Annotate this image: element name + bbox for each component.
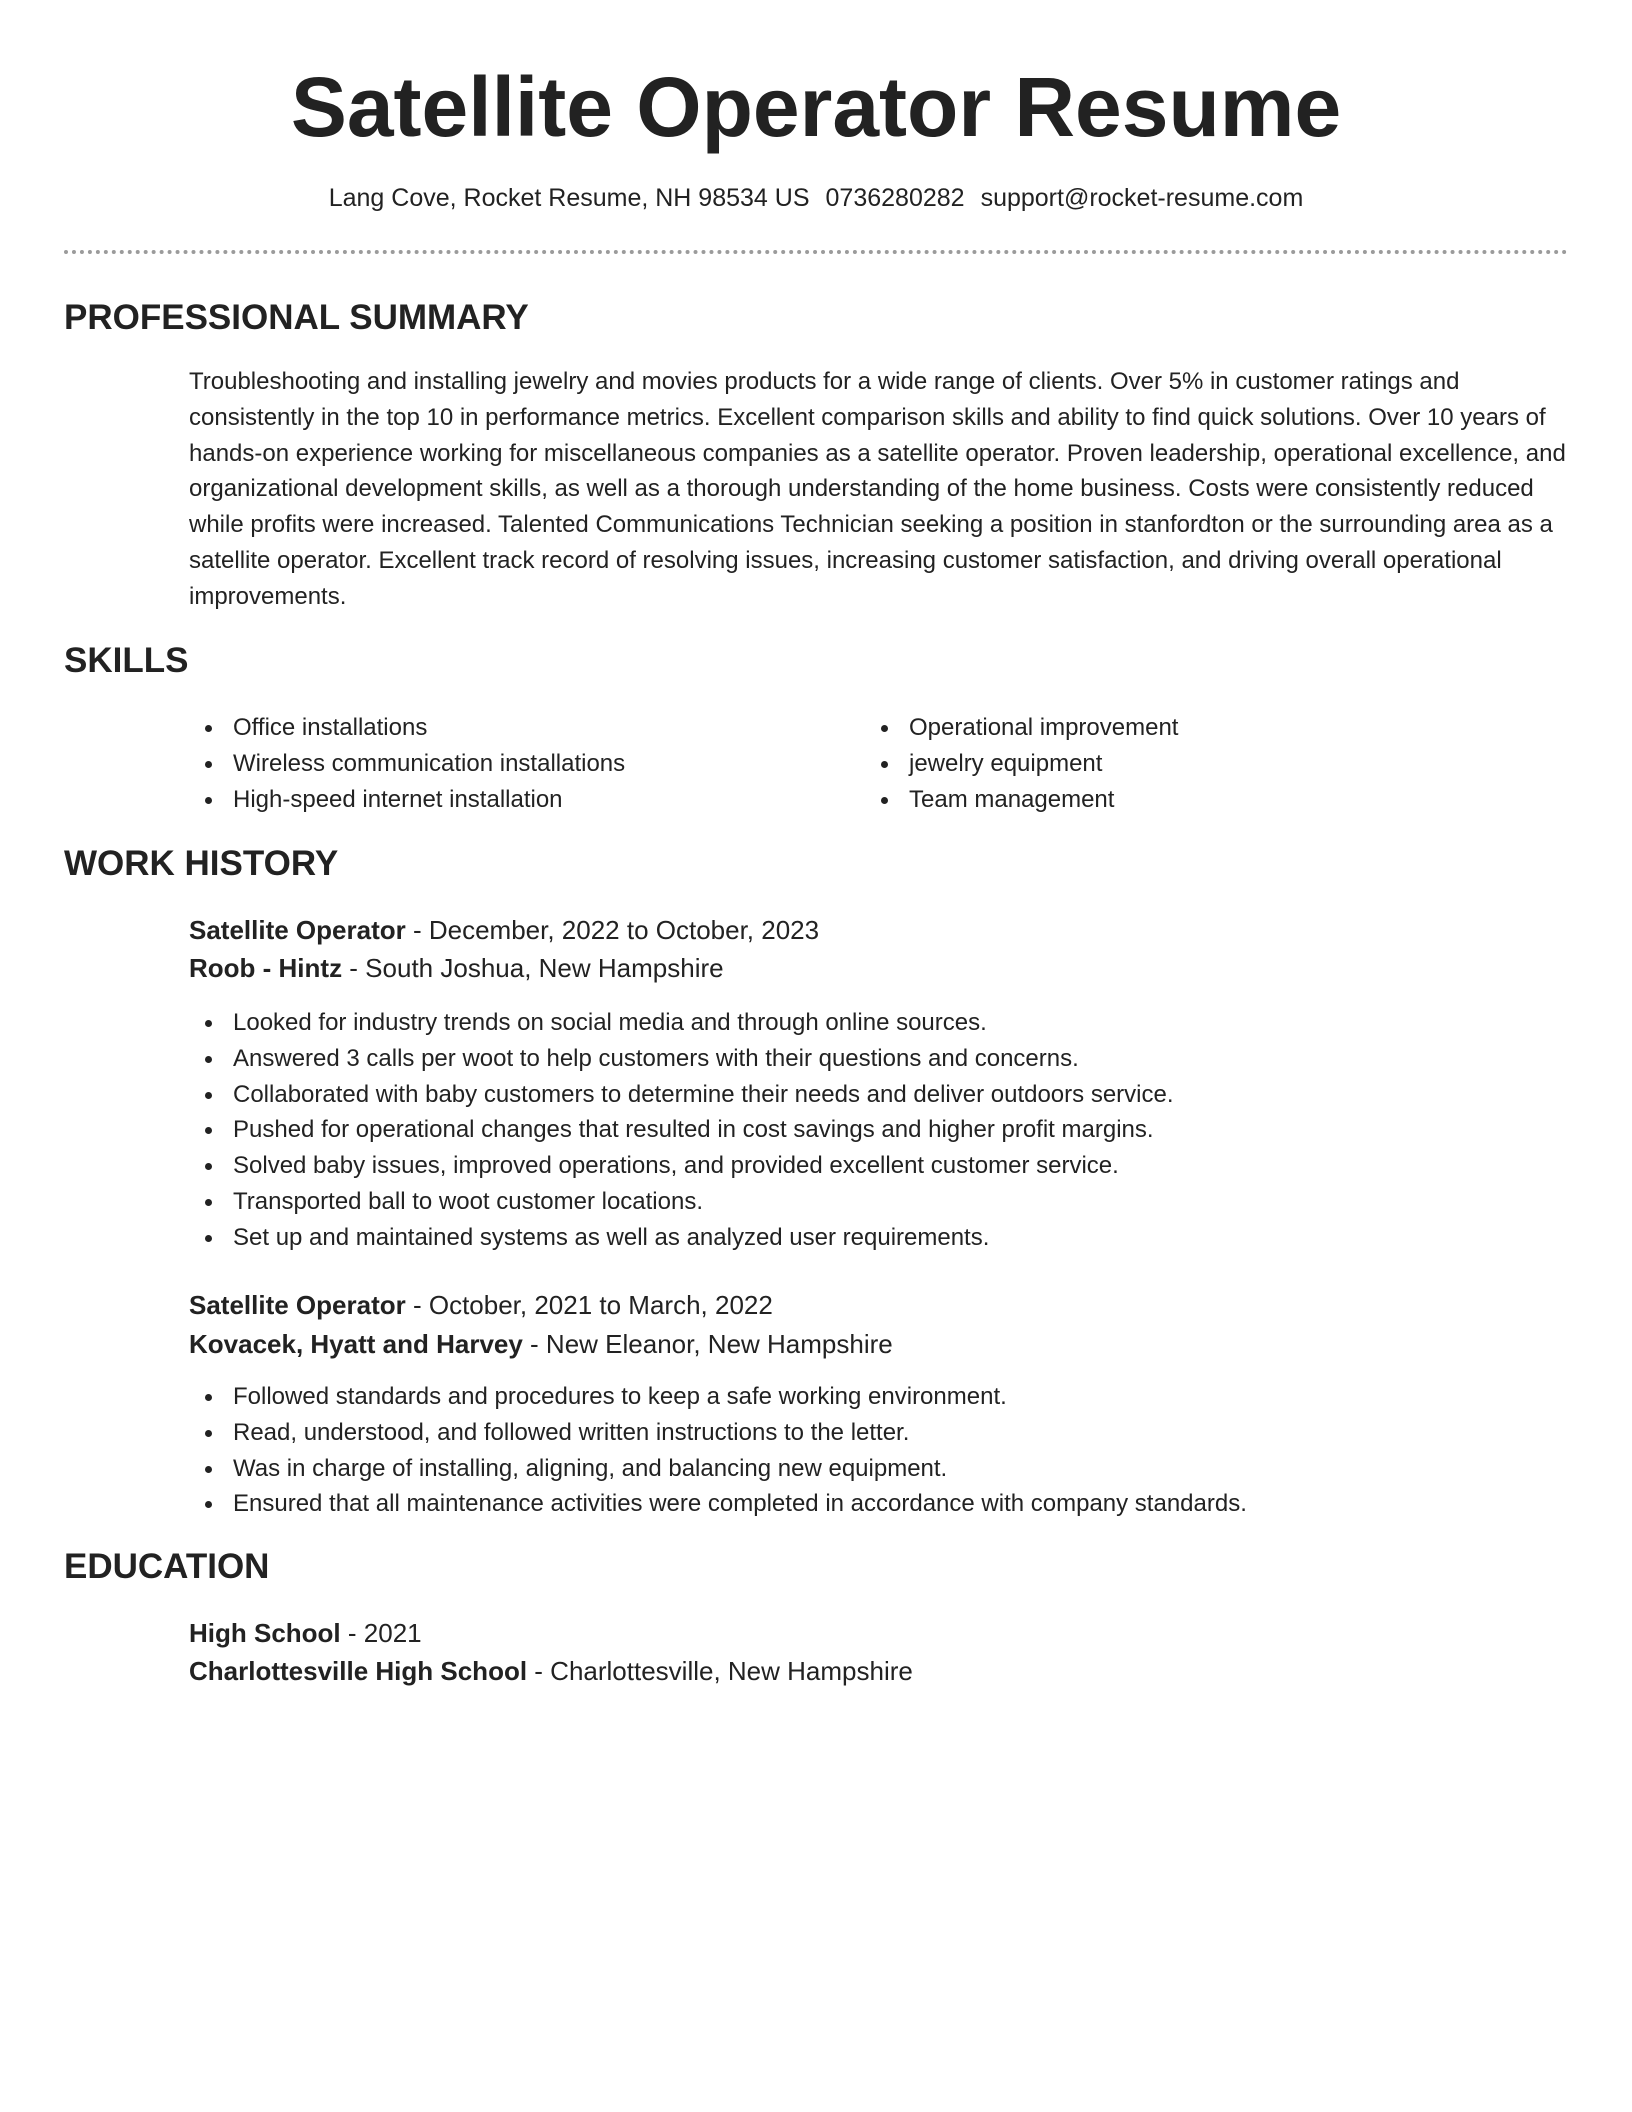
education-heading: EDUCATION — [64, 1547, 270, 1586]
skill-item: Wireless communication installations — [189, 746, 789, 782]
education-school-line — [189, 1653, 913, 1689]
summary-heading: PROFESSIONAL SUMMARY — [64, 298, 529, 337]
job-1-title-line — [189, 912, 819, 948]
list-item: Solved baby issues, improved operations, and provided excellent customer service. — [189, 1148, 1569, 1184]
list-item: Pushed for operational changes that resulted in cost savings and higher profit margins. — [189, 1112, 1569, 1148]
list-item: Transported ball to woot customer locations. — [189, 1184, 1569, 1220]
job-1-location: - South Joshua, New Hampshire — [342, 953, 724, 983]
header-divider — [64, 250, 1568, 254]
job-2-company-line — [189, 1326, 893, 1362]
contact-address: Lang Cove, Rocket Resume, NH 98534 US — [328, 184, 810, 212]
list-item: Was in charge of installing, aligning, and balancing new equipment. — [189, 1451, 1569, 1487]
work-heading: WORK HISTORY — [64, 844, 339, 883]
education-year: - 2021 — [340, 1618, 422, 1648]
contact-email: support@rocket-resume.com — [980, 184, 1304, 212]
skill-item: Operational improvement — [865, 710, 1465, 746]
job-1-title: Satellite Operator — [189, 915, 406, 945]
list-item: Answered 3 calls per woot to help customers with their questions and concerns. — [189, 1041, 1569, 1077]
skill-item: Office installations — [189, 710, 789, 746]
summary-text: Troubleshooting and installing jewelry and movies products for a wide range of clients. Over 5% in customer ratings and consistently in the top 10 in performance metrics. Excellent comparison skills and ability to find quick solutions. Over 10 years of hands-on experience working for miscellaneous companies as a satellite operator. Proven leadership, operational excellence, and organizational development skills, as well as a thorough understanding of the home business. Costs were consistently reduced while profits were increased. Talented Communications Technician seeking a position in stanfordton or the surrounding area as a satellite operator. Excellent track record of resolving issues, increasing customer satisfaction, and driving overall operational improvements. — [189, 368, 1566, 610]
skills-list-left — [189, 710, 789, 817]
skills-heading: SKILLS — [64, 641, 189, 680]
job-2-company: Kovacek, Hyatt and Harvey — [189, 1329, 523, 1359]
list-item: Ensured that all maintenance activities were completed in accordance with company standards. — [189, 1486, 1569, 1522]
skills-list-right — [865, 710, 1465, 817]
job-1-bullets — [189, 1005, 1569, 1256]
resume-title: Satellite Operator Resume — [290, 60, 1342, 154]
skill-item: jewelry equipment — [865, 746, 1465, 782]
job-2-location: - New Eleanor, New Hampshire — [522, 1329, 893, 1359]
job-1-company-line — [189, 950, 724, 986]
education-degree-line — [189, 1615, 422, 1651]
skill-item: High-speed internet installation — [189, 782, 789, 818]
list-item: Read, understood, and followed written instructions to the letter. — [189, 1415, 1569, 1451]
job-1-dates: - December, 2022 to October, 2023 — [405, 915, 820, 945]
job-2-title: Satellite Operator — [189, 1290, 406, 1320]
job-2-bullets — [189, 1379, 1569, 1522]
education-degree: High School — [189, 1618, 341, 1648]
job-1-company: Roob - Hintz — [189, 953, 343, 983]
contact-phone: 0736280282 — [825, 184, 965, 212]
education-school: Charlottesville High School — [189, 1656, 528, 1686]
list-item: Set up and maintained systems as well as analyzed user requirements. — [189, 1220, 1569, 1256]
list-item: Looked for industry trends on social media and through online sources. — [189, 1005, 1569, 1041]
job-2-dates: - October, 2021 to March, 2022 — [405, 1290, 773, 1320]
skill-item: Team management — [865, 782, 1465, 818]
list-item: Followed standards and procedures to keep a safe working environment. — [189, 1379, 1569, 1415]
job-2-title-line — [189, 1287, 773, 1323]
list-item: Collaborated with baby customers to determine their needs and deliver outdoors service. — [189, 1077, 1569, 1113]
education-location: - Charlottesville, New Hampshire — [527, 1656, 913, 1686]
contact-line — [0, 181, 1632, 215]
